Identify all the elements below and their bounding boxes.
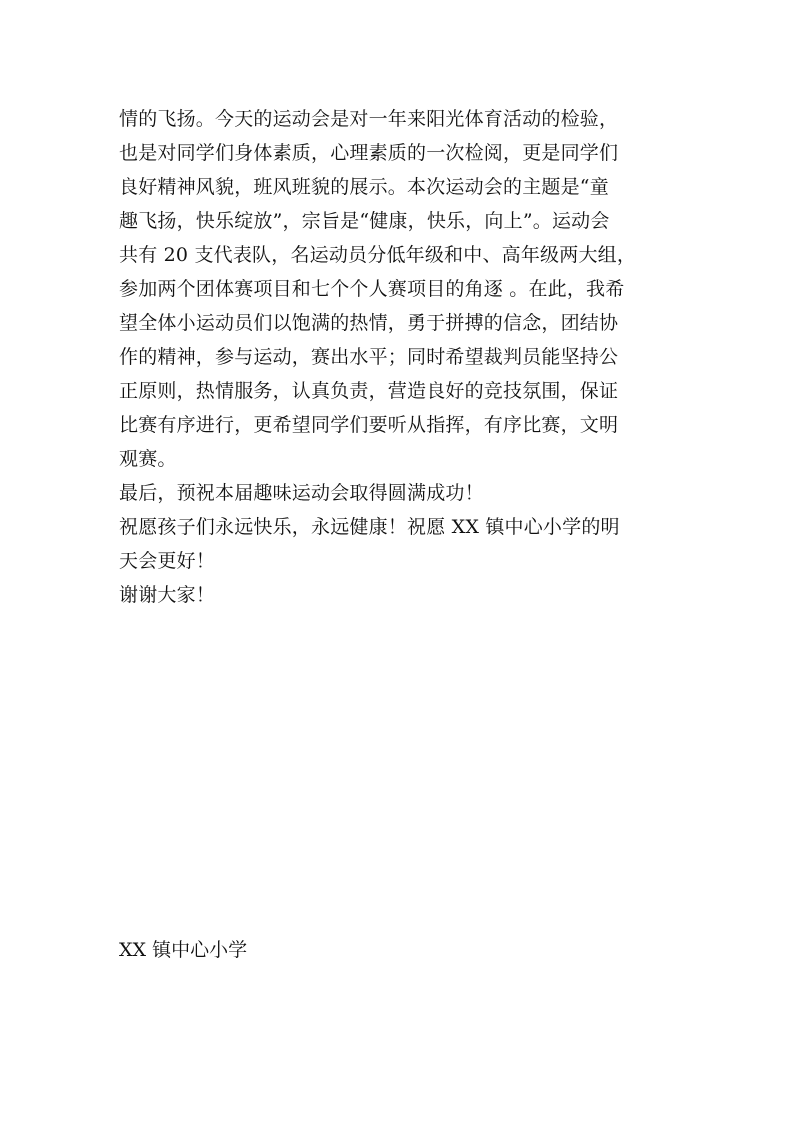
text-line: 正原则，热情服务，认真负责，营造良好的竞技氛围，保证 xyxy=(119,380,619,402)
closing-wish-line: 最后，预祝本届趣味运动会取得圆满成功！ xyxy=(119,482,484,504)
text-line: 作的精神，参与运动，赛出水平；同时希望裁判员能坚持公 xyxy=(119,346,619,368)
thanks-line: 谢谢大家！ xyxy=(119,584,216,606)
blessing-line: 天会更好！ xyxy=(119,550,216,572)
text-line: 参加两个团体赛项目和七个个人赛项目的角逐 。在此，我希 xyxy=(119,278,625,300)
school-signature: XX 镇中心小学 xyxy=(119,939,248,961)
text-line: 良好精神风貌，班风班貌的展示。本次运动会的主题是“童 xyxy=(119,176,609,198)
text-line: 观赛。 xyxy=(119,448,177,470)
blessing-line: 祝愿孩子们永远快乐，永远健康！祝愿 XX 镇中心小学的明 xyxy=(119,516,620,538)
text-line: 也是对同学们身体素质，心理素质的一次检阅，更是同学们 xyxy=(119,142,619,164)
text-line: 共有 20 支代表队，名运动员分低年级和中、高年级两大组， xyxy=(119,244,637,266)
text-line: 比赛有序进行，更希望同学们要听从指挥，有序比赛，文明 xyxy=(119,414,619,436)
text-line: 趣飞扬，快乐绽放”，宗旨是“健康，快乐，向上”。运动会 xyxy=(119,210,610,232)
text-line: 望全体小运动员们以饱满的热情，勇于拼搏的信念，团结协 xyxy=(119,312,619,334)
speech-body xyxy=(119,102,695,612)
text-line: 情的飞扬。今天的运动会是对一年来阳光体育活动的检验， xyxy=(119,108,619,130)
